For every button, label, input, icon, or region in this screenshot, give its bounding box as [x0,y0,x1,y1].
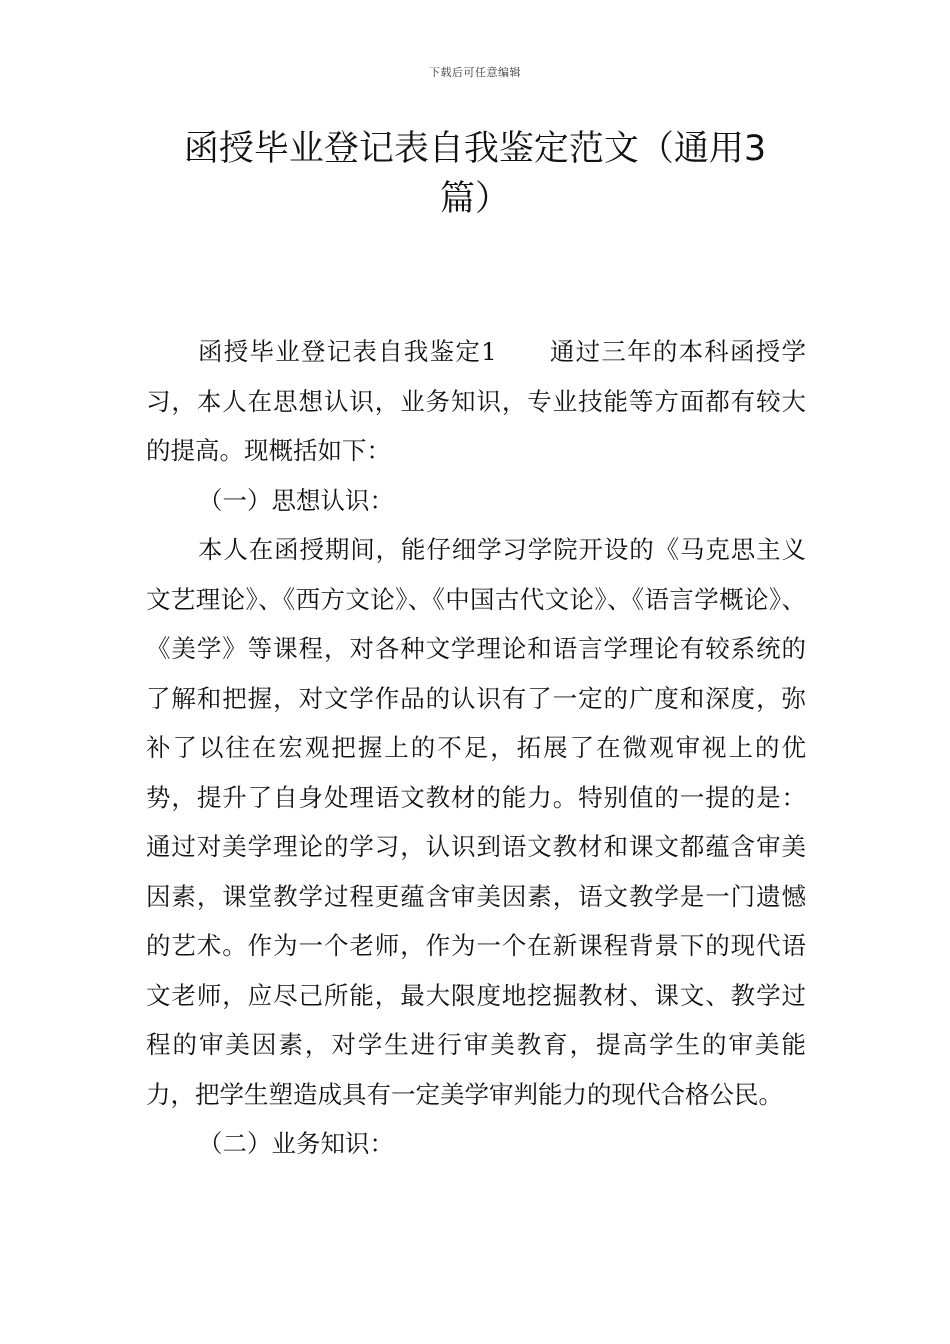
section1-heading: 函授毕业登记表自我鉴定1 [198,337,497,366]
part1-heading: （一）思想认识： [198,485,394,515]
section1-paragraph [146,327,806,476]
header-note: 下载后可任意编辑 [429,66,521,79]
document-body [146,327,806,1169]
part1-text: 本人在函授期间，能仔细学习学院开设的《马克思主义文艺理论》、《西方文论》、《中国古代文论》、《语言学概论》、《美学》等课程，对各种文学理论和语言学理论有较系统的了解和把握，对文学作品的认识有了一定的广度和深度，弥补了以往在宏观把握上的不足，拓展了在微观审视上的优势，提升了自身处理语文教材的能力。特别值的一提的是：通过对美学理论的学习，认识到语文教材和课文都蕴含审美因素，课堂教学过程更蕴含审美因素，语文教学是一门遗憾的艺术。作为一个老师，作为一个在新课程背景下的现代语文老师，应尽己所能，最大限度地挖掘教材、课文、教学过程的审美因素，对学生进行审美教育，提高学生的审美能力，把学生塑造成具有一定美学审判能力的现代合格公民。 [146,535,806,1109]
document-title: 函授毕业登记表自我鉴定范文（通用3篇） [183,129,767,219]
section1-intro: 通过三年的本科函授学习，本人在思想认识，业务知识，专业技能等方面都有较大的提高。现概括如下： [146,337,807,465]
part2-heading: （二）业务知识： [198,1129,394,1158]
